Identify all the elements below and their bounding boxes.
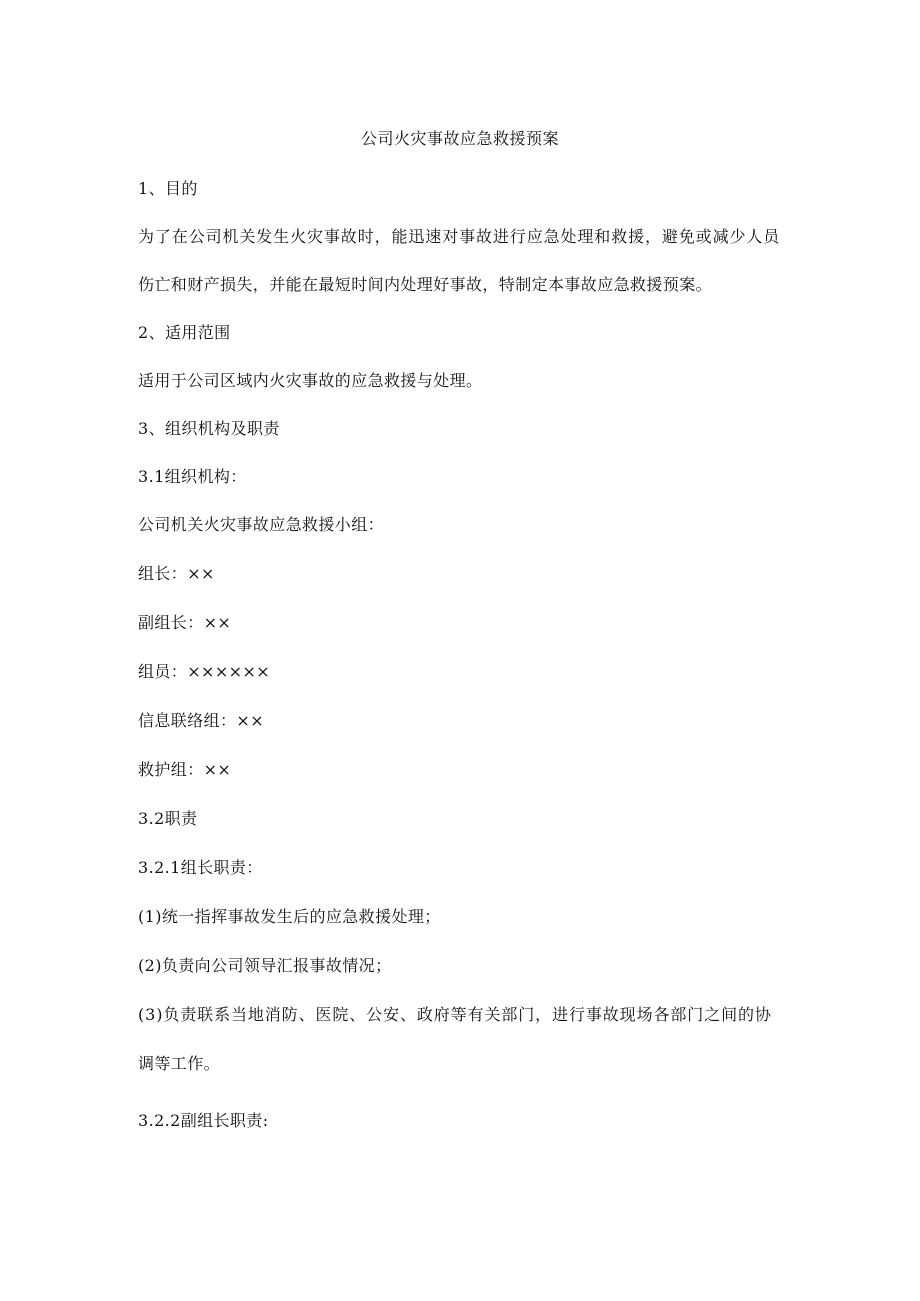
paragraph-line: 适用于公司区域内火灾事故的应急救援与处理。 — [138, 371, 483, 390]
subsection-heading: 3.1组织机构： — [138, 467, 247, 486]
list-item: (3)负责联系当地消防、医院、公安、政府等有关部门，进行事故现场各部门之间的协 — [138, 1005, 772, 1024]
paragraph-line: 为了在公司机关发生火灾事故时，能迅速对事故进行应急处理和救援，避免或减少人员 — [138, 227, 781, 246]
list-item: (2)负责向公司领导汇报事故情况； — [138, 956, 392, 975]
list-item: 救护组：×× — [138, 760, 232, 779]
paragraph-line: 伤亡和财产损失，并能在最短时间内处理好事故，特制定本事故应急救援预案。 — [138, 275, 713, 294]
section-heading-scope: 2、适用范围 — [138, 323, 231, 342]
list-item: (1)统一指挥事故发生后的应急救援处理； — [138, 907, 441, 926]
list-item: 副组长：×× — [138, 613, 232, 632]
list-item: 信息联络组：×× — [138, 711, 265, 730]
list-item: 组长：×× — [138, 564, 215, 583]
subsection-heading: 3.2.1组长职责： — [138, 858, 263, 877]
paragraph-line: 公司机关火灾事故应急救援小组： — [138, 515, 385, 534]
list-item: 组员：×××××× — [138, 662, 271, 681]
paragraph-line: 调等工作。 — [138, 1054, 221, 1073]
document-title: 公司火灾事故应急救援预案 — [360, 129, 559, 148]
subsection-heading: 3.2.2副组长职责: — [138, 1111, 269, 1130]
subsection-heading: 3.2职责 — [138, 809, 198, 828]
section-heading-purpose: 1、目的 — [138, 179, 198, 198]
section-heading-organization: 3、组织机构及职责 — [138, 419, 280, 438]
